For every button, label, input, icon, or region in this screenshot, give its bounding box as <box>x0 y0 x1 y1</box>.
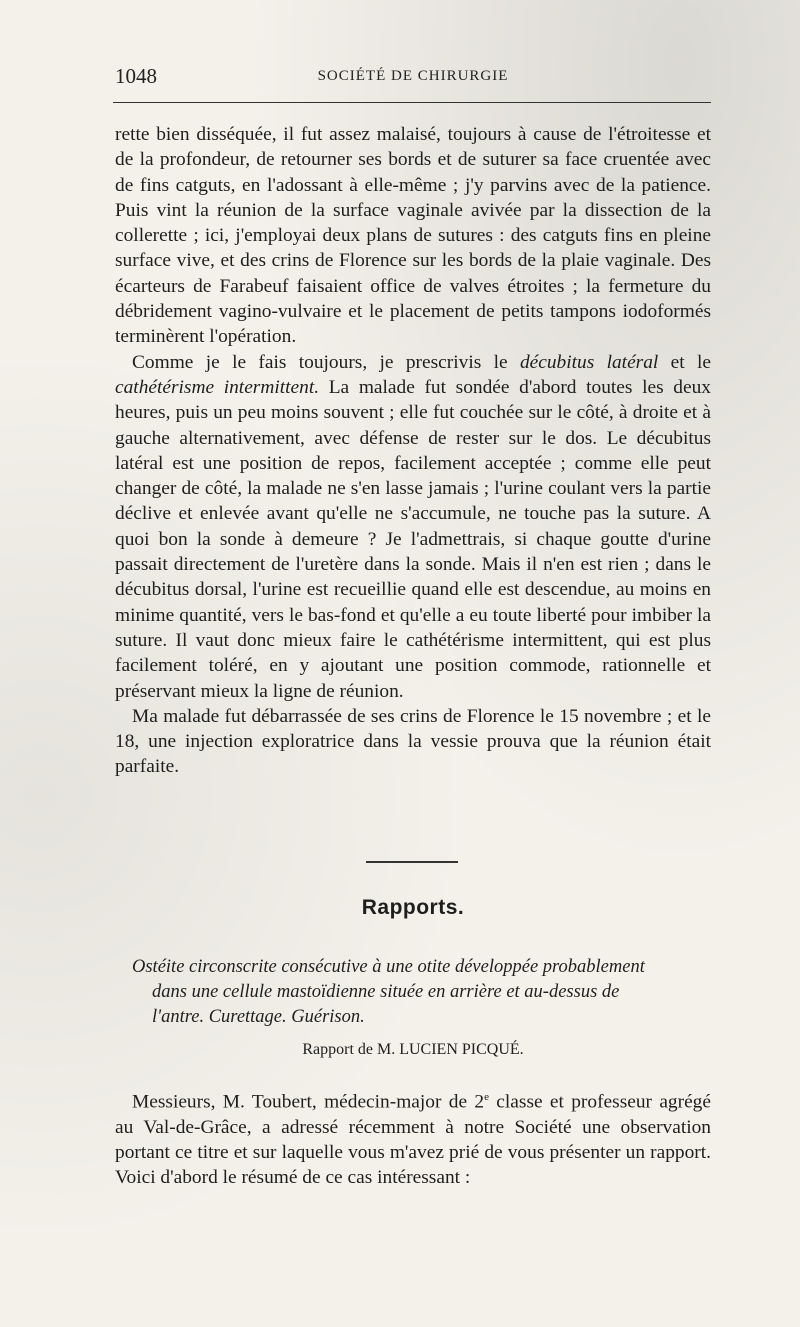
page-header <box>115 62 711 92</box>
report-title <box>132 955 714 1030</box>
running-head: SOCIÉTÉ DE CHIRURGIE <box>317 68 509 84</box>
term-catheterisme: cathétérisme intermittent. <box>115 376 320 398</box>
paragraph-decubitus-part2: et le <box>658 351 711 373</box>
paragraph-decubitus-part1: Comme je le fais toujours, je prescrivis le <box>132 351 520 373</box>
report-author: Rapport de M. LUCIEN PICQUÉ. <box>302 1041 524 1058</box>
paragraph-outcome: Ma malade fut débarrassée de ses crins de Florence le 15 novembre ; et le 18, une injection exploratrice dans la vessie prouva que la réunion était parfaite. <box>115 705 711 778</box>
report-title-line: dans une cellule mastoïdienne située en arrière et au-dessus de <box>152 982 620 1002</box>
paragraph-decubitus <box>115 350 711 704</box>
ordinal-superscript: e <box>484 1091 489 1103</box>
paragraph-decubitus-part3: La malade fut sondée d'abord toutes les deux heures, puis un peu moins souvent ; elle fut couchée sur le côté, à droite et à gauche alternativement, avec défense de rester sur le dos. Le décubitus latéral est une position de repos, facilement acceptée ; comme elle peut changer de côté, la malade ne s'en lasse jamais ; l'urine coulant vers la partie déclive et enlevée avant qu'elle ne s'accumule, ne touche pas la suture. A quoi bon la sonde à demeure ? Je l'admettrais, si chaque goutte d'urine passait directement de l'uretère dans la sonde. Mais il n'en est rien ; dans le décubitus dorsal, l'urine est recueillie quand elle est descendue, au moins en minime quantité, vers le bas-fond et qu'elle a eu toute liberté pour imbiber la suture. Il vaut donc mieux faire le cathétérisme intermittent, qui est plus facilement toléré, en y ajoutant une position commode, rationnelle et préservant mieux la ligne de réunion. <box>115 376 711 702</box>
continuation-paragraph: rette bien disséquée, il fut assez malaisé, toujours à cause de l'étroitesse et de la profondeur, de retourner ses bords et de suturer sa face cruentée avec de fins catguts, en l'adossant à elle-même ; j'y parvins avec de la patience. Puis vint la réunion de la surface vaginale avivée par la dissection de la collerette ; ici, j'employai deux plans de sutures : des catguts fins en pleine surface vive, et des crins de Florence sur les bords de la plaie vaginale. Des écarteurs de Farabeuf faisaient office de valves étroites ; la fermeture du débridement vagino-vulvaire et le placement de petits tampons iodoformés terminèrent l'opération. <box>115 124 711 348</box>
term-decubitus-lateral: décubitus latéral <box>519 351 659 373</box>
paragraph-messieurs-part1: Messieurs, M. Toubert, médecin-major de 2 <box>132 1091 485 1113</box>
paragraph-messieurs <box>115 1085 711 1191</box>
header-rule <box>113 102 711 103</box>
report-title-line: l'antre. Curettage. Guérison. <box>152 1007 365 1027</box>
body-text-bottom <box>115 1085 711 1191</box>
section-title: Rapports. <box>361 896 465 919</box>
report-title-line: Ostéite circonscrite consécutive à une otite développée probablement <box>132 957 645 977</box>
body-text-top <box>115 122 711 780</box>
page-number: 1048 <box>115 64 157 88</box>
paragraph-messieurs-part2: classe et professeur agrégé au Val-de-Grâce, a adressé récemment à notre Société une observation portant ce titre et sur laquelle vous m'avez prié de vous présenter un rapport. Voici d'abord le résumé de ce cas intéressant : <box>115 1091 711 1189</box>
section-separator <box>366 861 458 863</box>
